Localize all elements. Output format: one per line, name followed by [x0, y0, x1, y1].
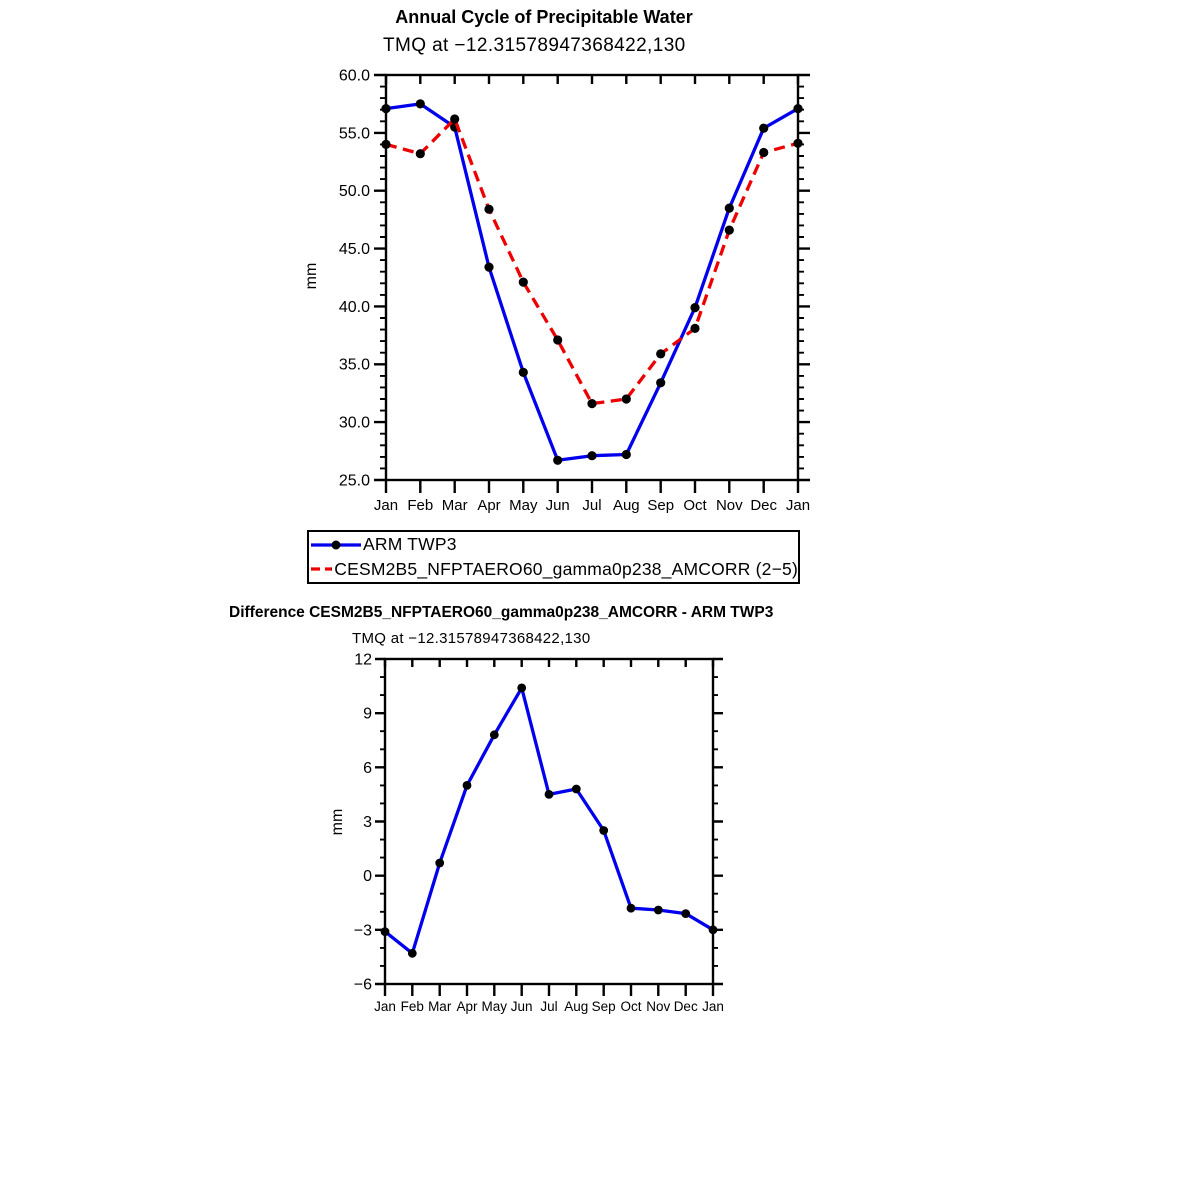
- major-ticks: [375, 659, 723, 996]
- top-chart-subtitle: TMQ at −12.31578947368422,130: [383, 35, 686, 56]
- y-tick-label: 30.0: [338, 414, 370, 432]
- x-tick-label: Jun: [545, 497, 570, 514]
- x-tick-label: Mar: [428, 999, 452, 1014]
- x-tick-label: May: [481, 999, 508, 1014]
- x-tick-label: Aug: [564, 999, 589, 1014]
- data-point-marker: [381, 927, 390, 936]
- x-tick-label: Jan: [374, 999, 396, 1014]
- y-tick-label: 50.0: [338, 183, 370, 201]
- y-tick-label: 45.0: [338, 241, 370, 258]
- data-point-marker: [408, 949, 417, 958]
- x-tick-label: Sep: [647, 497, 675, 514]
- x-tick-label: Feb: [400, 999, 424, 1014]
- x-tick-label: Jul: [540, 999, 558, 1014]
- y-tick-label: 55.0: [338, 125, 370, 143]
- x-tick-label: Jan: [702, 999, 724, 1014]
- x-tick-label: Apr: [477, 497, 501, 514]
- data-point-marker: [627, 904, 636, 913]
- data-point-marker: [654, 906, 663, 915]
- data-point-marker: [545, 790, 554, 799]
- difference-chart-subtitle: TMQ at −12.31578947368422,130: [352, 630, 591, 647]
- data-point-marker: [517, 684, 526, 693]
- x-tick-label: Feb: [407, 497, 434, 514]
- x-tick-label: Mar: [441, 497, 468, 514]
- top-chart-y-axis-label: mm: [303, 262, 320, 290]
- x-tick-label: Jan: [785, 497, 811, 514]
- x-tick-label: Dec: [750, 497, 778, 514]
- y-tick-label: 12: [354, 651, 372, 669]
- data-point-marker: [435, 859, 444, 868]
- y-tick-label: 25.0: [338, 472, 370, 490]
- data-point-marker: [572, 785, 581, 794]
- data-point-marker: [709, 925, 718, 934]
- difference-chart-y-axis-label: mm: [329, 808, 346, 836]
- data-point-marker: [490, 730, 499, 739]
- y-tick-label: −3: [353, 922, 372, 940]
- x-tick-label: Jan: [373, 497, 399, 514]
- x-tick-label: Dec: [673, 999, 698, 1014]
- x-tick-label: Nov: [646, 999, 671, 1014]
- y-tick-label: −6: [353, 976, 372, 994]
- x-tick-label: Jun: [510, 999, 533, 1014]
- data-point-marker: [681, 909, 690, 918]
- y-tick-label: 3: [363, 813, 372, 831]
- y-tick-label: 35.0: [338, 356, 370, 374]
- x-tick-label: Oct: [620, 999, 642, 1014]
- x-tick-label: Jul: [582, 497, 602, 514]
- y-tick-label: 9: [363, 705, 372, 723]
- y-tick-label: 60.0: [338, 67, 370, 85]
- data-point-marker: [463, 781, 472, 790]
- y-tick-label: 40.0: [338, 298, 370, 316]
- data-point-marker: [599, 826, 608, 835]
- minor-ticks: [380, 677, 718, 966]
- y-tick-label: 0: [363, 868, 372, 886]
- x-tick-label: May: [509, 497, 538, 514]
- difference-chart-title: Difference CESM2B5_NFPTAERO60_gamma0p238_AMCORR - ARM TWP3: [229, 604, 774, 621]
- y-tick-label: 6: [363, 759, 372, 777]
- x-tick-label: Sep: [591, 999, 616, 1014]
- series-line: [385, 688, 713, 953]
- plot-frame: [385, 659, 713, 984]
- x-tick-label: Apr: [456, 999, 478, 1014]
- x-tick-label: Oct: [683, 497, 707, 514]
- x-tick-label: Nov: [715, 497, 743, 514]
- x-tick-label: Aug: [612, 497, 640, 514]
- top-chart-title: Annual Cycle of Precipitable Water: [395, 7, 693, 27]
- legend-label-arm-twp3: ARM TWP3: [363, 534, 457, 555]
- legend-label-cesm2b5: CESM2B5_NFPTAERO60_gamma0p238_AMCORR (2−5): [334, 558, 798, 579]
